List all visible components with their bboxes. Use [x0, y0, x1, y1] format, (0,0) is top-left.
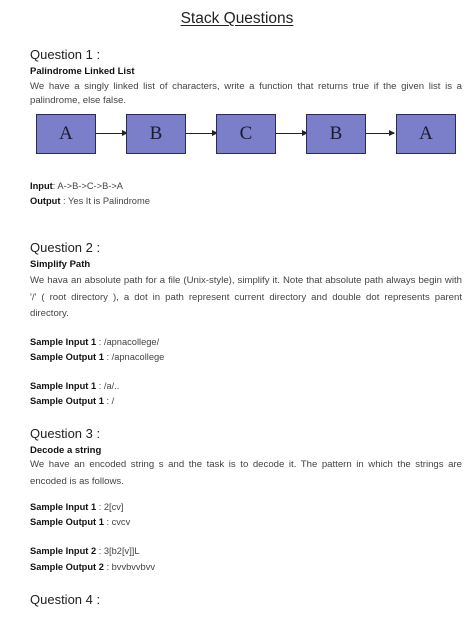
- q3-sample-output-1: Sample Output 1 : cvcv: [30, 517, 131, 527]
- list-arrow-1: [96, 133, 127, 134]
- page-title: Stack Questions: [180, 10, 294, 27]
- question-2-heading: Question 2 :: [30, 240, 101, 255]
- question-1-description: We have a singly linked list of characters, write a function that returns true if the given list is a palindrome, else false.: [30, 81, 462, 106]
- list-node-3: C: [216, 114, 276, 154]
- question-1-heading: Question 1 :: [30, 47, 101, 62]
- q3-sample-output-2: Sample Output 2 : bvvbvvbvv: [30, 562, 156, 572]
- q2-sample-input-1: Sample Input 1 : /apnacollege/: [30, 337, 160, 347]
- question-3-description: We have an encoded string s and the task is to decode it. The pattern in which the strings are encoded is as follows.: [30, 459, 462, 487]
- question-3-heading: Question 3 :: [30, 426, 101, 441]
- q1-input-line: Input: A->B->C->B->A: [30, 181, 123, 191]
- question-2-description: We hava an absolute path for a file (Unix-style), simplify it. Note that absolute path always begin with '/' ( root directory ), a dot in path represent current directory and double dot represents parent directory.: [30, 275, 462, 319]
- list-arrow-3: [276, 133, 307, 134]
- question-1-title: Palindrome Linked List: [30, 66, 135, 77]
- list-node-5: A: [396, 114, 456, 154]
- question-3-title: Decode a string: [30, 445, 102, 456]
- question-4-heading: Question 4 :: [30, 592, 101, 607]
- q2-sample-input-2: Sample Input 1 : /a/..: [30, 381, 120, 391]
- q2-sample-output-2: Sample Output 1 : /: [30, 396, 115, 406]
- list-node-2: B: [126, 114, 186, 154]
- question-2-title: Simplify Path: [30, 259, 91, 270]
- list-node-1: A: [36, 114, 96, 154]
- list-arrow-2: [186, 133, 217, 134]
- q3-sample-input-1: Sample Input 1 : 2[cv]: [30, 502, 124, 512]
- q3-sample-input-2: Sample Input 2 : 3[b2[v]]L: [30, 546, 140, 556]
- list-node-4: B: [306, 114, 366, 154]
- q2-sample-output-1: Sample Output 1 : /apnacollege: [30, 352, 165, 362]
- q1-output-line: Output : Yes It is Palindrome: [30, 196, 150, 206]
- linked-list-diagram: [36, 114, 460, 156]
- list-arrow-4: [366, 133, 394, 134]
